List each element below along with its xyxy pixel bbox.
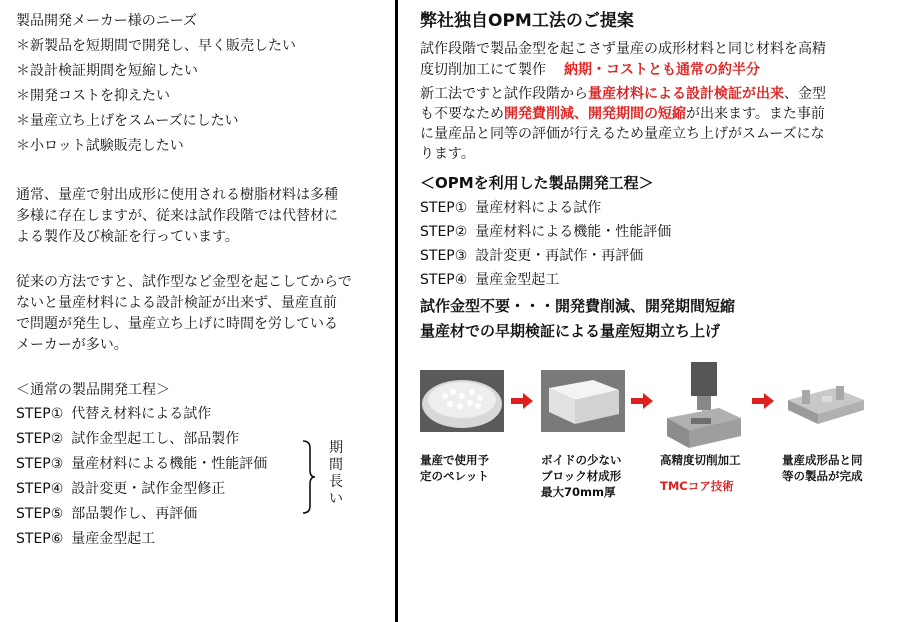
para2-line: で問題が発生し、量産立ち上げに時間を労している xyxy=(16,316,338,332)
intro-line: 試作段階で製品金型を起こさず量産の成形材料と同じ材料を高精 xyxy=(420,41,826,57)
need-item: ＊小ロット試験販売したい xyxy=(16,138,184,154)
p2-highlight: 開発費削減、開発期間の短縮 xyxy=(504,106,686,122)
molded-part-photo xyxy=(782,374,868,434)
p2-line xyxy=(420,85,826,103)
para2-line: メーカーが多い。 xyxy=(16,337,128,353)
opm-step-row xyxy=(420,271,559,289)
opm-title: ＜OPMを利用した製品開発工程＞ xyxy=(420,174,654,192)
intro-line xyxy=(420,61,760,79)
step-label: 試作金型起工し、部品製作 xyxy=(71,431,240,447)
step-label: 代替え材料による試作 xyxy=(71,406,212,422)
p2-line: ります。 xyxy=(420,146,475,162)
caption-line: 量産成形品と同 xyxy=(782,453,863,467)
arrow-right-icon xyxy=(752,393,774,409)
summary-line: 試作金型不要・・・開発費削減、開発期間短縮 xyxy=(420,297,736,315)
arrow-right-icon xyxy=(511,393,533,409)
step-num: STEP① xyxy=(16,406,64,422)
caption-line: ボイドの少ない xyxy=(541,453,622,467)
period-char: い xyxy=(329,491,343,507)
process-caption xyxy=(420,452,489,484)
step-num: STEP⑤ xyxy=(16,506,64,522)
process-title: ＜通常の製品開発工程＞ xyxy=(16,382,170,398)
need-item: ＊新製品を短期間で開発し、早く販売したい xyxy=(16,38,296,54)
milling-machine-photo xyxy=(661,362,745,450)
need-item: ＊開発コストを抑えたい xyxy=(16,88,170,104)
arrow-right-icon xyxy=(631,393,653,409)
caption-line: ブロック材成形 xyxy=(541,469,622,483)
process-caption xyxy=(660,452,741,494)
step-row xyxy=(16,505,197,523)
pellet-photo xyxy=(420,370,504,432)
opm-step-row xyxy=(420,223,671,241)
step-num: STEP④ xyxy=(16,481,64,497)
period-label xyxy=(326,440,346,508)
para2-line: ないと量産材料による設計検証が出来ず、量産直前 xyxy=(16,295,337,311)
period-char: 期 xyxy=(329,440,343,456)
summary-line: 量産材での早期検証による量産短期立ち上げ xyxy=(420,322,721,340)
p2-line: に量産品と同等の評価が行えるため量産立ち上げがスムーズにな xyxy=(420,126,825,142)
right-column xyxy=(398,0,900,622)
caption-line: 量産で使用予 xyxy=(420,453,489,467)
para1-line: 通常、量産で射出成形に使用される樹脂材料は多種 xyxy=(16,187,338,203)
step-num: STEP⑥ xyxy=(16,531,64,547)
process-caption xyxy=(782,452,863,484)
needs-title: 製品開発メーカー様のニーズ xyxy=(16,13,198,29)
para2-line: 従来の方法ですと、試作型など金型を起こしてからで xyxy=(16,274,352,290)
caption-line: 高精度切削加工 xyxy=(660,453,741,467)
proposal-title: 弊社独自OPM工法のご提案 xyxy=(420,11,634,31)
need-item: ＊設計検証期間を短縮したい xyxy=(16,63,198,79)
step-row xyxy=(16,455,267,473)
step-label: 部品製作し、再評価 xyxy=(71,506,198,522)
para1-line: 多様に存在しますが、従来は試作段階では代替材に xyxy=(16,208,338,224)
caption-line: 最大70mm厚 xyxy=(541,485,616,499)
p2-text: 新工法ですと試作段階から xyxy=(420,86,588,102)
step-row xyxy=(16,405,211,423)
caption-line: 定のペレット xyxy=(420,469,489,483)
step-num: STEP③ xyxy=(16,456,64,472)
step-label: 量産金型起工 xyxy=(71,531,156,547)
p2-text: 、金型 xyxy=(784,86,826,102)
intro-highlight: 納期・コストとも通常の約半分 xyxy=(564,62,760,78)
step-num: STEP④ xyxy=(420,272,468,288)
intro-text: 度切削加工にて製作 xyxy=(420,62,546,78)
step-label: 量産材料による試作 xyxy=(475,200,602,216)
step-label: 量産材料による機能・性能評価 xyxy=(475,224,672,240)
step-row xyxy=(16,530,155,548)
opm-step-row xyxy=(420,199,601,217)
step-label: 設計変更・試作金型修正 xyxy=(71,481,226,497)
step-num: STEP① xyxy=(420,200,468,216)
tmc-tag: TMCコア技術 xyxy=(660,479,734,493)
left-column xyxy=(0,0,395,622)
para1-line: よる製作及び検証を行っています。 xyxy=(16,229,239,245)
p2-line xyxy=(420,105,825,123)
process-caption xyxy=(541,452,622,500)
caption-line: 等の製品が完成 xyxy=(782,469,863,483)
step-label: 設計変更・再試作・再評価 xyxy=(475,248,644,264)
block-photo xyxy=(541,370,625,432)
p2-text: が出来ます。また事前 xyxy=(686,106,825,122)
step-row xyxy=(16,480,225,498)
period-char: 間 xyxy=(329,457,343,473)
opm-step-row xyxy=(420,247,643,265)
period-char: 長 xyxy=(329,474,343,490)
step-num: STEP② xyxy=(16,431,64,447)
p2-text: も不要なため xyxy=(420,106,504,122)
step-label: 量産材料による機能・性能評価 xyxy=(71,456,268,472)
p2-highlight: 量産材料による設計検証が出来 xyxy=(588,86,784,102)
period-brace xyxy=(302,440,316,514)
step-num: STEP② xyxy=(420,224,468,240)
step-label: 量産金型起工 xyxy=(475,272,560,288)
need-item: ＊量産立ち上げをスムーズにしたい xyxy=(16,113,239,129)
step-row xyxy=(16,430,239,448)
step-num: STEP③ xyxy=(420,248,468,264)
